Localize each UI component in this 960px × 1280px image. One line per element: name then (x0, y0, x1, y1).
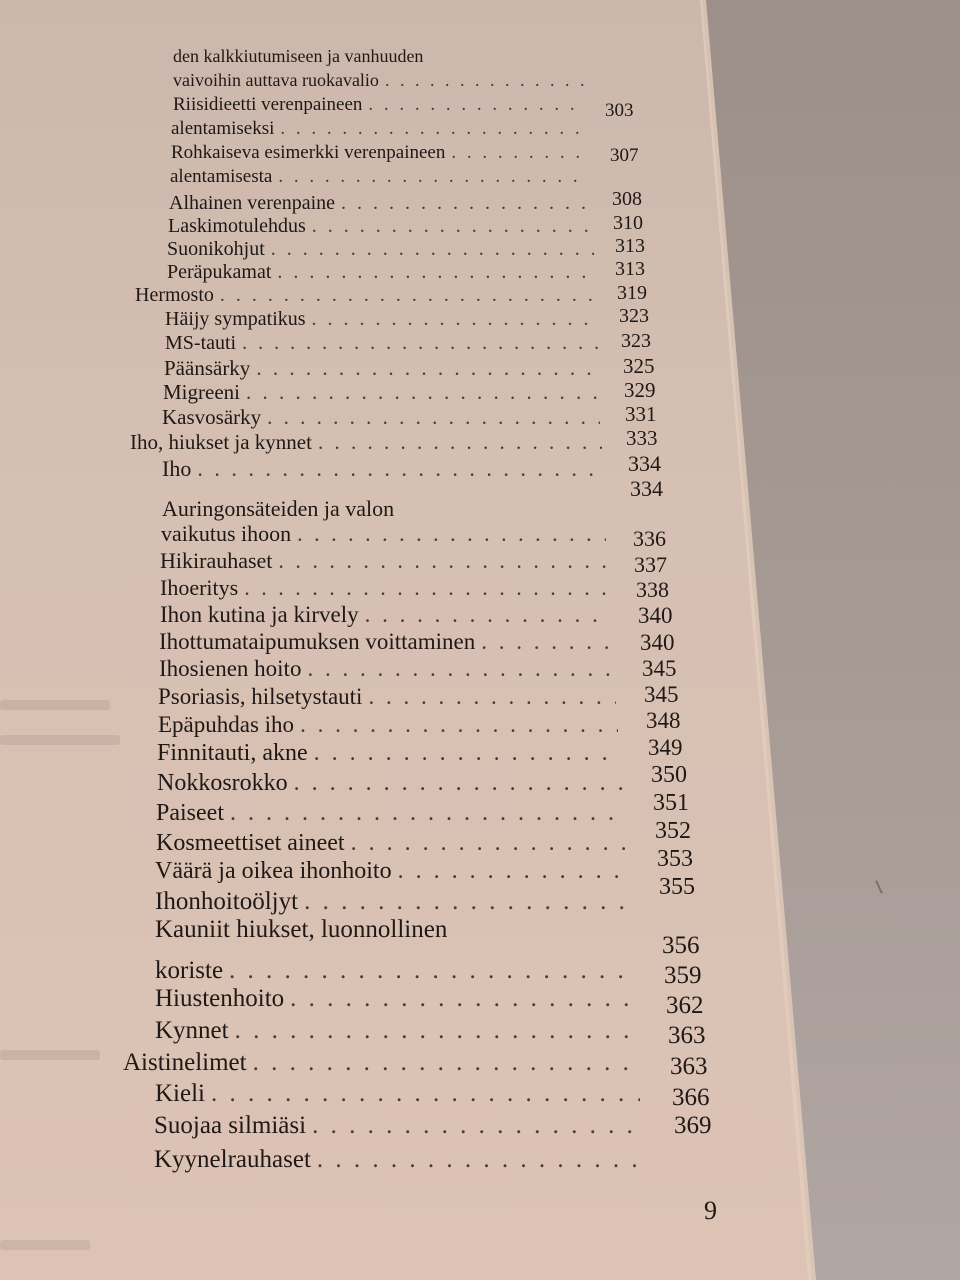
dot-leader (318, 430, 602, 455)
page-number: 9 (704, 1196, 717, 1225)
dot-leader (341, 192, 592, 215)
toc-page-number: 363 (670, 1053, 708, 1080)
dot-leader (312, 215, 592, 238)
toc-page-number: 308 (612, 188, 642, 210)
dot-leader (242, 332, 598, 355)
toc-entry-title: Laskimotulehdus (168, 215, 306, 237)
toc-page-number: 338 (636, 577, 669, 602)
toc-page-number: 362 (666, 992, 704, 1019)
toc-page-number: 325 (623, 354, 655, 378)
toc-entry (160, 548, 614, 574)
toc-entry (158, 712, 624, 738)
toc-entry-title: Ihoeritys (160, 575, 239, 600)
dot-leader (304, 888, 630, 916)
toc-page-number: 363 (668, 1022, 706, 1049)
dot-leader (235, 1017, 636, 1045)
toc-page-number: 348 (646, 708, 681, 733)
dot-leader (368, 684, 616, 710)
toc-entry-title: Epäpuhdas iho (158, 712, 295, 737)
toc-entry (159, 629, 618, 655)
toc-entry-title: Ihosienen hoito (159, 656, 302, 681)
toc-page-number: 303 (605, 100, 634, 121)
toc-entry (173, 94, 590, 116)
toc-section-entry (123, 1049, 644, 1077)
toc-page-number: 353 (657, 846, 693, 872)
toc-page-number: 313 (615, 258, 645, 280)
toc-page-number: 307 (610, 145, 639, 166)
toc-entry (158, 684, 622, 710)
toc-entry (155, 957, 640, 985)
toc-page-number: 331 (625, 402, 657, 426)
toc-entry (173, 46, 560, 67)
dot-leader (481, 629, 612, 655)
toc-entry-title: Hermosto (135, 284, 214, 306)
dot-leader (312, 1112, 642, 1140)
toc-entry (161, 521, 612, 547)
toc-page-number: 359 (664, 962, 702, 989)
toc-page-number: 355 (659, 874, 695, 900)
toc-entry (154, 1146, 650, 1174)
dot-leader (256, 356, 598, 381)
toc-page-number: 340 (638, 603, 673, 628)
toc-entry (167, 238, 600, 261)
toc-entry-title: Suojaa silmiäsi (154, 1112, 307, 1139)
toc-page-number: 366 (672, 1084, 710, 1111)
dot-leader (280, 118, 584, 140)
toc-entry-title: Auringonsäteiden ja valon (162, 496, 395, 521)
toc-entry-title: Iho (162, 456, 192, 481)
toc-entry (162, 496, 612, 522)
toc-entry (171, 142, 595, 164)
toc-entry (165, 308, 602, 331)
toc-entry (162, 456, 608, 482)
toc-page-number: 310 (613, 212, 643, 234)
toc-page-number: 334 (630, 476, 663, 501)
toc-page-number: 351 (653, 790, 689, 816)
toc-entry-title: Migreeni (163, 380, 240, 404)
toc-entry-title: Alhainen verenpaine (169, 192, 336, 214)
toc-entry-title: Paiseet (156, 800, 224, 826)
toc-entry-title: koriste (155, 957, 224, 984)
toc-entry-title: Kieli (155, 1080, 205, 1107)
dot-leader (368, 94, 584, 116)
dot-leader (278, 166, 589, 188)
toc-entry-title: Kasvosärky (162, 405, 262, 429)
dot-leader (312, 308, 596, 331)
dot-leader (271, 238, 594, 261)
dot-leader (211, 1080, 640, 1108)
toc-entry (157, 740, 626, 767)
toc-entry-title: Kyynelrauhaset (154, 1146, 311, 1173)
toc-entry-title: Psoriasis, hilsetystauti (158, 684, 363, 709)
dot-leader (300, 712, 618, 738)
toc-page-number: 369 (674, 1112, 712, 1139)
toc-section-entry (135, 284, 602, 307)
toc-entry-title: Rohkaiseva esimerkki verenpaineen (171, 142, 446, 163)
dot-leader (451, 142, 589, 164)
dot-leader (246, 380, 600, 405)
dot-leader (267, 405, 600, 430)
toc-entry (168, 215, 598, 238)
toc-entry (154, 1112, 648, 1140)
toc-entry (155, 1080, 646, 1108)
toc-page-number: 313 (615, 235, 645, 257)
toc-page-number: 334 (628, 451, 661, 476)
toc-page-number: 345 (642, 656, 677, 681)
toc-entry-title: Kosmeettiset aineet (156, 830, 345, 856)
toc-section-entry (130, 430, 608, 455)
toc-page-number: 319 (617, 282, 647, 304)
toc-entry-title: MS-tauti (165, 332, 237, 354)
toc-entry (162, 405, 606, 430)
toc-page-number: 323 (621, 330, 651, 352)
toc-entry-title: den kalkkiutumiseen ja vanhuuden (173, 46, 424, 66)
toc-entry-title: Kauniit hiukset, luonnollinen (155, 916, 448, 943)
dot-leader (314, 740, 620, 767)
dot-leader (297, 521, 606, 547)
toc-page-number: 337 (634, 552, 667, 577)
toc-entry-title: alentamiseksi (171, 118, 275, 139)
toc-entry-title: Suonikohjut (167, 238, 265, 260)
toc-entry-title: vaivoihin auttava ruokavalio (173, 70, 379, 90)
toc-page-number: 340 (640, 630, 675, 655)
toc-entry (173, 70, 590, 91)
toc-entry (170, 166, 595, 188)
toc-page-number: 352 (655, 818, 691, 844)
toc-entry (160, 602, 616, 628)
toc-entry (169, 192, 598, 215)
dot-leader (307, 656, 614, 682)
toc-entry-title: Nokkosrokko (157, 770, 288, 796)
toc-entry (155, 916, 636, 944)
dot-leader (385, 70, 584, 91)
toc-entry (159, 656, 620, 682)
toc-page-number: 336 (633, 526, 666, 551)
dot-leader (317, 1146, 644, 1174)
toc-entry (155, 858, 634, 885)
toc-entry-title: Kynnet (155, 1017, 229, 1044)
toc-entry (156, 800, 630, 827)
toc-entry-title: Ihottumataipumuksen voittaminen (159, 629, 476, 654)
dot-leader (229, 957, 634, 985)
dot-leader (294, 770, 622, 797)
dot-leader (278, 548, 608, 574)
dot-leader (398, 858, 628, 885)
dot-leader (244, 575, 608, 601)
toc-entry (155, 888, 636, 916)
toc-page-number: 323 (619, 305, 649, 327)
toc-entry-title: Häijy sympatikus (165, 308, 306, 330)
toc-entry-title: Iho, hiukset ja kynnet (130, 430, 312, 454)
dot-leader (197, 456, 602, 482)
dot-leader (220, 284, 596, 307)
toc-entry (156, 830, 632, 857)
dot-leader (230, 800, 624, 827)
dot-leader (365, 602, 610, 628)
dot-leader (277, 261, 594, 284)
toc-page-number: 345 (644, 682, 679, 707)
toc-entry-title: Päänsärky (164, 356, 251, 380)
toc-entry (165, 332, 604, 355)
dot-leader (290, 985, 634, 1013)
toc-page-number: 333 (626, 426, 658, 450)
dot-leader (253, 1049, 638, 1077)
toc-entry (155, 985, 640, 1013)
toc-entry (157, 770, 628, 797)
toc-entry-title: Ihonhoitoöljyt (155, 888, 299, 915)
toc-entry (163, 380, 606, 405)
toc-entry (160, 575, 614, 601)
toc-entry-title: alentamisesta (170, 166, 273, 187)
toc-entry-title: Väärä ja oikea ihonhoito (155, 858, 392, 884)
toc-entry (164, 356, 604, 381)
toc-page-number: 350 (651, 762, 687, 788)
toc-entry (171, 118, 590, 140)
toc-entry-title: Finnitauti, akne (157, 740, 308, 766)
toc-entry-title: Aistinelimet (123, 1049, 247, 1076)
toc-page-number: 356 (662, 932, 700, 959)
toc-entry (167, 261, 600, 284)
toc-entry-title: vaikutus ihoon (161, 521, 292, 546)
toc-entry-title: Peräpukamat (167, 261, 272, 283)
toc-page-number: 329 (624, 378, 656, 402)
toc-entry-title: Riisidieetti verenpaineen (173, 94, 363, 115)
dot-leader (351, 830, 626, 857)
toc-entry-title: Hikirauhaset (160, 548, 273, 573)
toc-page-number: 349 (648, 735, 683, 760)
toc-entry (155, 1017, 642, 1045)
toc-entry-title: Ihon kutina ja kirvely (160, 602, 359, 627)
toc-entry-title: Hiustenhoito (155, 985, 285, 1012)
